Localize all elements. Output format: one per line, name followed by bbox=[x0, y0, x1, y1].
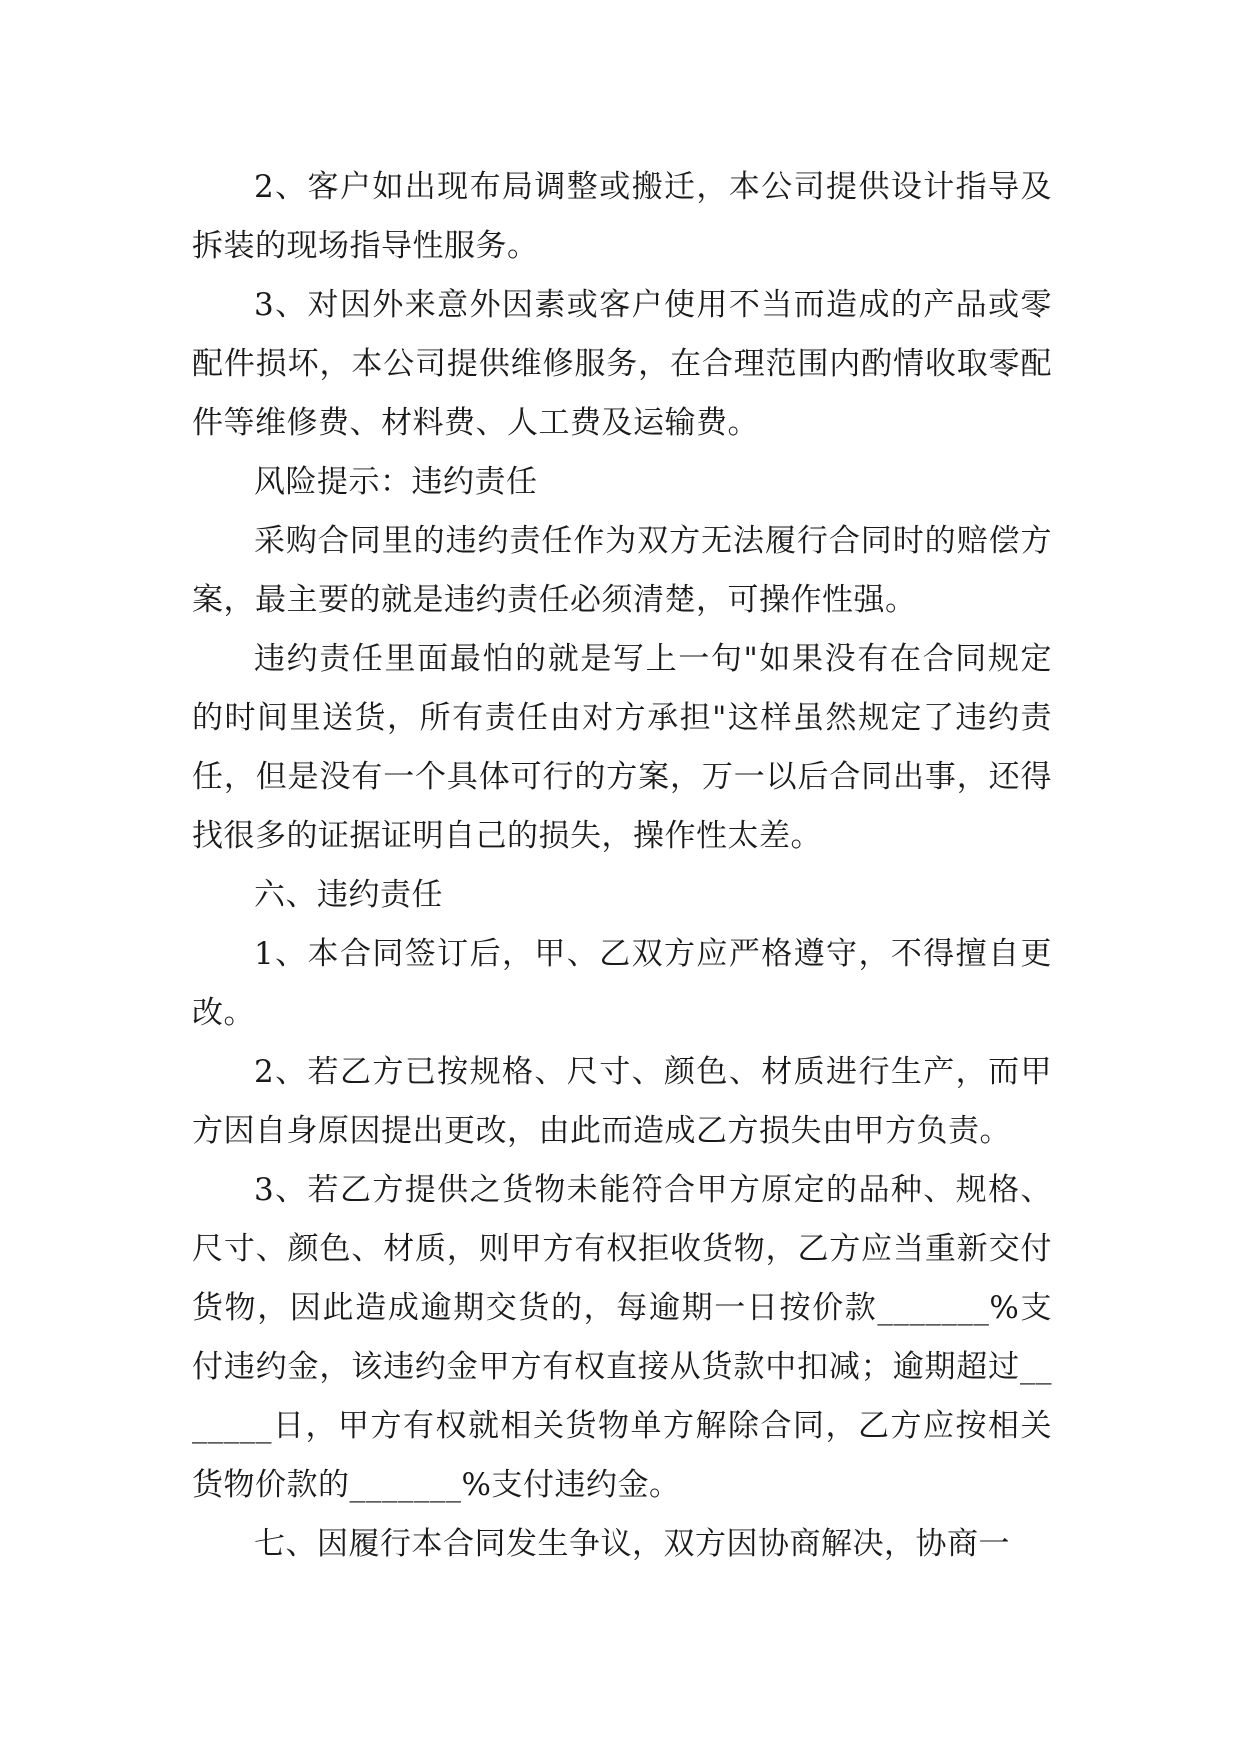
document-body bbox=[192, 158, 1052, 1574]
section-heading-breach: 六、违约责任 bbox=[254, 877, 443, 913]
paragraph-risk-example: 违约责任里面最怕的就是写上一句"如果没有在合同规定的时间里送货，所有责任由对方承担"这样虽然规定了违约责任，但是没有一个具体可行的方案，万一以后合同出事，还得找很多的证据证明自己的损失，操作性太差。 bbox=[192, 641, 1052, 854]
paragraph-breach-3: 3、若乙方提供之货物未能符合甲方原定的品种、规格、尺寸、颜色、材质，则甲方有权拒收货物，乙方应当重新交付货物，因此造成逾期交货的，每逾期一日按价款_______%支付违约金，该违约金甲方有权直接从货款中扣减；逾期超过_______日，甲方有权就相关货物单方解除合同，乙方应按相关货物价款的_______%支付违约金。 bbox=[192, 1172, 1052, 1503]
paragraph-service-repair: 3、对因外来意外因素或客户使用不当而造成的产品或零配件损坏，本公司提供维修服务，在合理范围内酌情收取零配件等维修费、材料费、人工费及运输费。 bbox=[192, 287, 1052, 441]
paragraph-service-relocation: 2、客户如出现布局调整或搬迁，本公司提供设计指导及拆装的现场指导性服务。 bbox=[192, 169, 1052, 264]
paragraph-breach-2: 2、若乙方已按规格、尺寸、颜色、材质进行生产，而甲方因自身原因提出更改，由此而造成乙方损失由甲方负责。 bbox=[192, 1054, 1052, 1149]
paragraph-risk-explanation: 采购合同里的违约责任作为双方无法履行合同时的赔偿方案，最主要的就是违约责任必须清楚，可操作性强。 bbox=[192, 523, 1052, 618]
paragraph-dispute: 七、因履行本合同发生争议，双方因协商解决，协商一 bbox=[254, 1526, 1010, 1562]
paragraph-breach-1: 1、本合同签订后，甲、乙双方应严格遵守，不得擅自更改。 bbox=[192, 936, 1052, 1031]
paragraph-risk-heading: 风险提示：违约责任 bbox=[254, 464, 538, 500]
